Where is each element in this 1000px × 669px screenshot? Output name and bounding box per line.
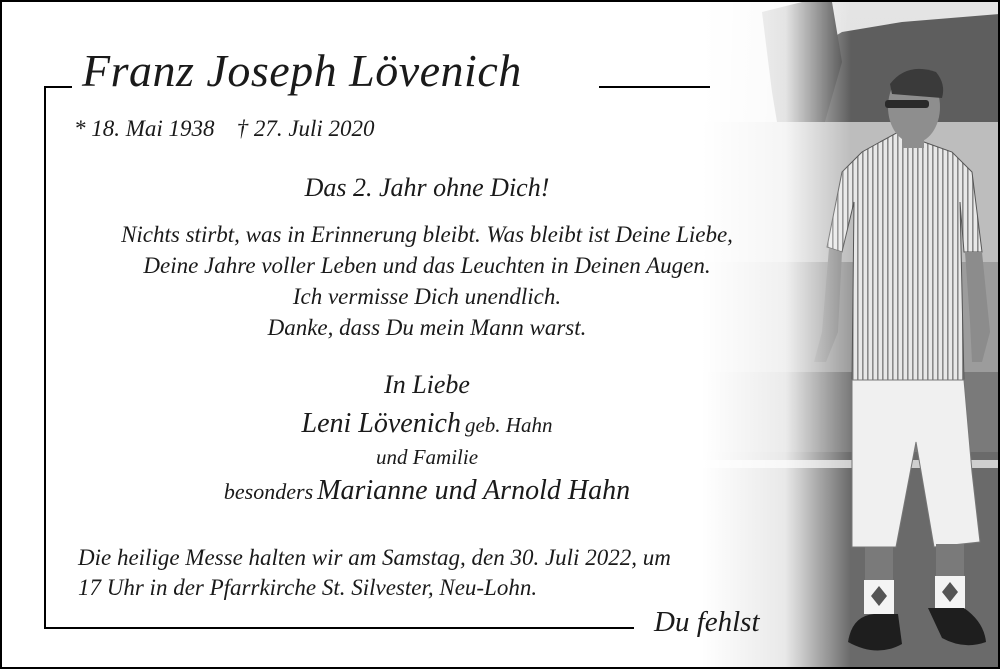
- signer-line: [2, 407, 852, 445]
- birth-date: * 18. Mai 1938: [74, 116, 215, 141]
- especially-names: Marianne und Arnold Hahn: [317, 475, 631, 506]
- life-dates: [74, 116, 397, 142]
- death-date: † 27. Juli 2020: [236, 116, 375, 141]
- poem-line: Nichts stirbt, was in Erinnerung bleibt. Was bleibt ist Deine Liebe,: [121, 222, 733, 247]
- frame-left-line: [44, 86, 46, 629]
- especially-line: [2, 473, 852, 513]
- poem-line: Ich vermisse Dich unendlich.: [292, 284, 562, 309]
- mass-announcement: [78, 543, 671, 603]
- frame-top-left-line: [44, 86, 72, 88]
- subtitle: Das 2. Jahr ohne Dich!: [304, 173, 550, 202]
- mass-line: Die heilige Messe halten wir am Samstag, den 30. Juli 2022, um: [78, 545, 671, 570]
- signer-maiden-name: geb. Hahn: [464, 413, 553, 437]
- signer-name: Leni Lövenich: [301, 408, 461, 439]
- family-line: und Familie: [375, 445, 479, 469]
- in-love-heading: In Liebe: [384, 370, 470, 399]
- memorial-poem: [2, 219, 852, 343]
- especially-prefix: besonders: [223, 479, 314, 504]
- frame-top-right-line: [599, 86, 710, 88]
- poem-line: Danke, dass Du mein Mann warst.: [267, 315, 587, 340]
- poem-line: Deine Jahre voller Leben und das Leuchten in Deinen Augen.: [143, 253, 711, 278]
- deceased-name: Franz Joseph Lövenich: [82, 45, 522, 96]
- mass-line: 17 Uhr in der Pfarrkirche St. Silvester, Neu-Lohn.: [78, 575, 538, 600]
- frame-bottom-line: [44, 627, 634, 629]
- closing-phrase: Du fehlst: [654, 606, 760, 638]
